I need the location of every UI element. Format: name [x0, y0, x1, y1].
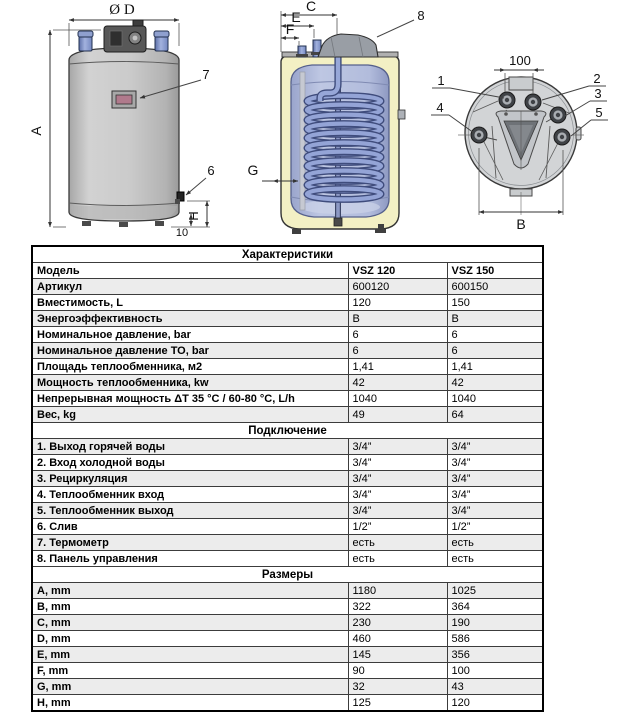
foot — [119, 222, 128, 227]
spec-value-cell: 6 — [348, 343, 447, 359]
spec-value-cell: 42 — [447, 375, 543, 391]
spec-value-cell: 43 — [447, 679, 543, 695]
spec-label-cell: Энергоэффективность — [32, 311, 348, 327]
port-2 — [525, 94, 541, 110]
dim-a-label: A — [28, 126, 44, 136]
spec-value-cell: 100 — [447, 663, 543, 679]
spec-label-cell: Модель — [32, 263, 348, 279]
spec-value-cell: 150 — [447, 295, 543, 311]
dim-e-label: E — [291, 9, 301, 25]
spec-value-cell: 190 — [447, 615, 543, 631]
spec-value-cell: 3/4” — [348, 503, 447, 519]
section-title: Характеристики — [32, 246, 543, 263]
spec-value-cell: 120 — [447, 695, 543, 712]
spec-table-container — [31, 245, 542, 712]
callout-panel: 8 — [417, 8, 425, 23]
table-section-header — [32, 246, 543, 263]
spec-value-cell: есть — [348, 551, 447, 567]
spec-label-cell: 8. Панель управления — [32, 551, 348, 567]
control-panel-cover — [318, 34, 378, 57]
callout-2: 2 — [593, 71, 601, 86]
table-row — [32, 391, 543, 407]
callout-3: 3 — [594, 86, 602, 101]
safety-valve-assembly — [104, 20, 146, 52]
spec-value-cell: 460 — [348, 631, 447, 647]
spec-label-cell: 5. Теплообменник выход — [32, 503, 348, 519]
tank-body — [69, 48, 179, 221]
table-row — [32, 359, 543, 375]
spec-label-cell: Мощность теплообменника, kw — [32, 375, 348, 391]
section-title: Размеры — [32, 567, 543, 583]
table-row — [32, 695, 543, 712]
spec-label-cell: Непрерывная мощность ΔT 35 °C / 60-80 °C, L/h — [32, 391, 348, 407]
table-row — [32, 615, 543, 631]
spec-value-cell: 1040 — [447, 391, 543, 407]
spec-value-cell: 3/4” — [348, 439, 447, 455]
spec-value-cell: есть — [447, 551, 543, 567]
table-row — [32, 663, 543, 679]
spec-value-cell: 1025 — [447, 583, 543, 599]
spec-label-cell: A, mm — [32, 583, 348, 599]
spec-label-cell: 4. Теплообменник вход — [32, 487, 348, 503]
table-row — [32, 583, 543, 599]
spec-value-cell: 356 — [447, 647, 543, 663]
spec-value-cell: 6 — [447, 343, 543, 359]
spec-value-cell: 364 — [447, 599, 543, 615]
spec-value-cell: 1,41 — [447, 359, 543, 375]
dim-g-label: G — [247, 162, 259, 178]
spec-value-cell: 230 — [348, 615, 447, 631]
table-section-header — [32, 423, 543, 439]
spec-label-cell: C, mm — [32, 615, 348, 631]
spec-value-cell: 3/4” — [447, 439, 543, 455]
spec-value-cell: 145 — [348, 647, 447, 663]
spec-value-cell: 6 — [447, 327, 543, 343]
spec-value-cell: есть — [447, 535, 543, 551]
callout-1: 1 — [437, 73, 445, 88]
spec-label-cell: F, mm — [32, 663, 348, 679]
foot — [82, 221, 91, 226]
table-row — [32, 439, 543, 455]
dim-b-label: B — [516, 216, 526, 232]
table-row — [32, 311, 543, 327]
dim-base-label: 10 — [175, 227, 189, 239]
spec-value-cell: 3/4” — [348, 455, 447, 471]
spec-label-cell: 6. Слив — [32, 519, 348, 535]
table-row — [32, 631, 543, 647]
spec-value-cell: 1040 — [348, 391, 447, 407]
spec-value-cell: 3/4” — [447, 471, 543, 487]
section-view — [248, 0, 425, 234]
table-row — [32, 519, 543, 535]
port-5 — [554, 129, 570, 145]
dim-100-label: 100 — [509, 53, 531, 68]
anode-rod — [300, 72, 305, 210]
thermometer-display — [112, 91, 136, 108]
spec-value-cell: 600120 — [348, 279, 447, 295]
dim-f-label: F — [285, 21, 295, 37]
port-1 — [499, 92, 515, 108]
table-row — [32, 647, 543, 663]
spec-value-cell: 3/4” — [447, 487, 543, 503]
table-row — [32, 535, 543, 551]
spec-value-cell: 586 — [447, 631, 543, 647]
spec-value-cell: 1,41 — [348, 359, 447, 375]
table-row — [32, 487, 543, 503]
pipe-fitting-left — [78, 31, 93, 51]
spec-value-cell: 3/4” — [447, 455, 543, 471]
spec-value-cell: 1/2” — [447, 519, 543, 535]
spec-label-cell: E, mm — [32, 647, 348, 663]
spec-value-cell: 49 — [348, 407, 447, 423]
dim-c-label: C — [305, 0, 317, 14]
spec-value-cell: 600150 — [447, 279, 543, 295]
callout-drain: 6 — [207, 163, 215, 178]
spec-value-cell: есть — [348, 535, 447, 551]
spec-value-cell: 3/4” — [348, 487, 447, 503]
port-3 — [550, 107, 566, 123]
table-row — [32, 679, 543, 695]
callout-5: 5 — [595, 105, 603, 120]
table-row — [32, 295, 543, 311]
dim-h-label: H — [186, 211, 201, 221]
spec-value-cell: 90 — [348, 663, 447, 679]
dim-diameter-label: Ø D — [109, 2, 135, 18]
callout-4: 4 — [436, 100, 444, 115]
spec-label-cell: 7. Термометр — [32, 535, 348, 551]
spec-value-cell: VSZ 120 — [348, 263, 447, 279]
spec-value-cell: 120 — [348, 295, 447, 311]
spec-value-cell: 1180 — [348, 583, 447, 599]
table-row — [32, 455, 543, 471]
callout-thermometer: 7 — [202, 67, 210, 82]
spec-label-cell: G, mm — [32, 679, 348, 695]
spec-table — [31, 245, 544, 712]
spec-label-cell: H, mm — [32, 695, 348, 712]
top-view — [431, 53, 608, 232]
table-row — [32, 375, 543, 391]
foot — [155, 221, 164, 226]
spec-value-cell: 42 — [348, 375, 447, 391]
spec-value-cell: 3/4” — [348, 471, 447, 487]
spec-label-cell: 3. Рециркуляция — [32, 471, 348, 487]
front-view — [28, 2, 215, 239]
spec-value-cell: 125 — [348, 695, 447, 712]
spec-label-cell: Вес, kg — [32, 407, 348, 423]
spec-label-cell: D, mm — [32, 631, 348, 647]
table-row — [32, 503, 543, 519]
table-section-header — [32, 567, 543, 583]
side-fitting — [398, 110, 405, 119]
spec-label-cell: Артикул — [32, 279, 348, 295]
table-row — [32, 343, 543, 359]
spec-label-cell: Номинальное давление, bar — [32, 327, 348, 343]
spec-value-cell: 1/2” — [348, 519, 447, 535]
spec-label-cell: 1. Выход горячей воды — [32, 439, 348, 455]
table-row — [32, 263, 543, 279]
spec-label-cell: Вместимость, L — [32, 295, 348, 311]
table-row — [32, 599, 543, 615]
spec-label-cell: Номинальное давление ТО, bar — [32, 343, 348, 359]
table-row — [32, 407, 543, 423]
table-row — [32, 471, 543, 487]
pipe-fitting-right — [154, 31, 169, 51]
spec-value-cell: B — [447, 311, 543, 327]
section-title: Подключение — [32, 423, 543, 439]
spec-value-cell: B — [348, 311, 447, 327]
table-row — [32, 551, 543, 567]
table-row — [32, 327, 543, 343]
spec-value-cell: 3/4” — [447, 503, 543, 519]
table-row — [32, 279, 543, 295]
spec-value-cell: 32 — [348, 679, 447, 695]
port-4 — [471, 127, 487, 143]
spec-value-cell: 322 — [348, 599, 447, 615]
spec-value-cell: 64 — [447, 407, 543, 423]
spec-value-cell: VSZ 150 — [447, 263, 543, 279]
spec-label-cell: B, mm — [32, 599, 348, 615]
technical-drawing — [0, 0, 627, 243]
spec-value-cell: 6 — [348, 327, 447, 343]
spec-label-cell: 2. Вход холодной воды — [32, 455, 348, 471]
spec-label-cell: Площадь теплообменника, м2 — [32, 359, 348, 375]
